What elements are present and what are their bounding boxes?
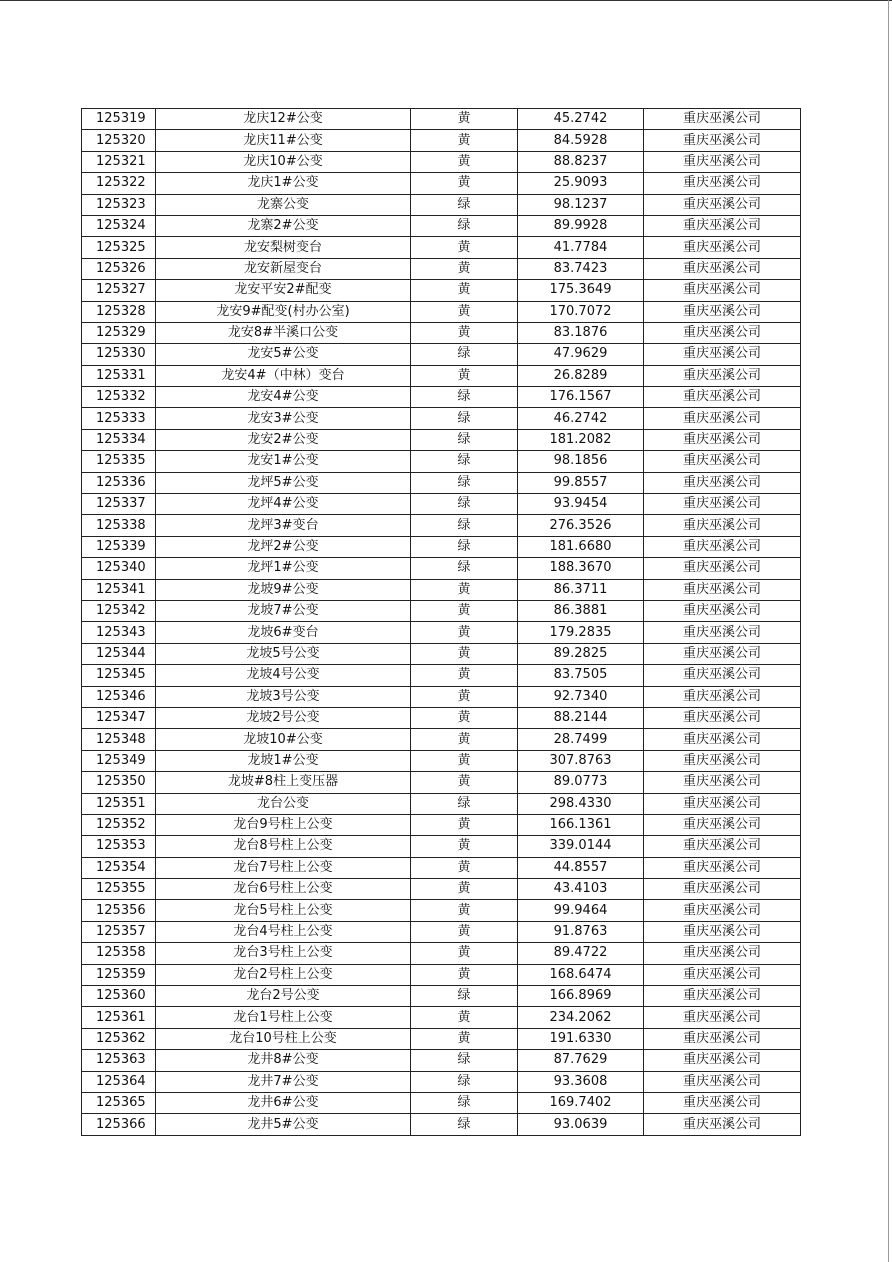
- company-cell: 重庆巫溪公司: [644, 194, 801, 215]
- status-color-cell: 黄: [411, 1007, 518, 1028]
- table-row: [82, 686, 801, 707]
- company-cell: 重庆巫溪公司: [644, 301, 801, 322]
- company-cell: 重庆巫溪公司: [644, 344, 801, 365]
- table-row: [82, 215, 801, 236]
- table-row: [82, 622, 801, 643]
- id-cell: 125360: [82, 986, 156, 1007]
- status-color-cell: 绿: [411, 472, 518, 493]
- company-cell: 重庆巫溪公司: [644, 943, 801, 964]
- id-cell: 125332: [82, 387, 156, 408]
- table-row: [82, 857, 801, 878]
- value-cell: 170.7072: [518, 301, 644, 322]
- status-color-cell: 黄: [411, 814, 518, 835]
- value-cell: 169.7402: [518, 1092, 644, 1113]
- value-cell: 43.4103: [518, 879, 644, 900]
- status-color-cell: 黄: [411, 280, 518, 301]
- id-cell: 125342: [82, 600, 156, 621]
- value-cell: 99.8557: [518, 472, 644, 493]
- table-row: [82, 109, 801, 130]
- transformer-name-cell: 龙安5#公变: [156, 344, 411, 365]
- company-cell: 重庆巫溪公司: [644, 750, 801, 771]
- status-color-cell: 绿: [411, 344, 518, 365]
- transformer-name-cell: 龙坡1#公变: [156, 750, 411, 771]
- status-color-cell: 黄: [411, 879, 518, 900]
- id-cell: 125329: [82, 322, 156, 343]
- id-cell: 125343: [82, 622, 156, 643]
- status-color-cell: 黄: [411, 151, 518, 172]
- transformer-name-cell: 龙井6#公变: [156, 1092, 411, 1113]
- value-cell: 83.7505: [518, 665, 644, 686]
- table-row: [82, 408, 801, 429]
- transformer-name-cell: 龙井8#公变: [156, 1050, 411, 1071]
- id-cell: 125335: [82, 451, 156, 472]
- value-cell: 47.9629: [518, 344, 644, 365]
- company-cell: 重庆巫溪公司: [644, 793, 801, 814]
- transformer-name-cell: 龙安2#公变: [156, 429, 411, 450]
- company-cell: 重庆巫溪公司: [644, 1028, 801, 1049]
- transformer-name-cell: 龙庆11#公变: [156, 130, 411, 151]
- value-cell: 168.6474: [518, 964, 644, 985]
- value-cell: 45.2742: [518, 109, 644, 130]
- id-cell: 125345: [82, 665, 156, 686]
- company-cell: 重庆巫溪公司: [644, 215, 801, 236]
- table-row: [82, 836, 801, 857]
- status-color-cell: 黄: [411, 964, 518, 985]
- table-row: [82, 558, 801, 579]
- status-color-cell: 黄: [411, 921, 518, 942]
- company-cell: 重庆巫溪公司: [644, 729, 801, 750]
- value-cell: 86.3881: [518, 600, 644, 621]
- value-cell: 89.9928: [518, 215, 644, 236]
- table-row: [82, 793, 801, 814]
- transformer-name-cell: 龙寨公变: [156, 194, 411, 215]
- id-cell: 125344: [82, 643, 156, 664]
- status-color-cell: 绿: [411, 1092, 518, 1113]
- value-cell: 88.2144: [518, 707, 644, 728]
- status-color-cell: 黄: [411, 836, 518, 857]
- table-row: [82, 900, 801, 921]
- table-row: [82, 1050, 801, 1071]
- transformer-name-cell: 龙坡6#变台: [156, 622, 411, 643]
- company-cell: 重庆巫溪公司: [644, 1092, 801, 1113]
- id-cell: 125358: [82, 943, 156, 964]
- value-cell: 175.3649: [518, 280, 644, 301]
- company-cell: 重庆巫溪公司: [644, 879, 801, 900]
- value-cell: 91.8763: [518, 921, 644, 942]
- id-cell: 125354: [82, 857, 156, 878]
- table-row: [82, 986, 801, 1007]
- table-row: [82, 750, 801, 771]
- transformer-name-cell: 龙井5#公变: [156, 1114, 411, 1135]
- page-top-border: [0, 0, 892, 1]
- table-row: [82, 151, 801, 172]
- company-cell: 重庆巫溪公司: [644, 665, 801, 686]
- value-cell: 44.8557: [518, 857, 644, 878]
- table-row: [82, 194, 801, 215]
- value-cell: 25.9093: [518, 173, 644, 194]
- status-color-cell: 黄: [411, 579, 518, 600]
- id-cell: 125337: [82, 494, 156, 515]
- table-row: [82, 387, 801, 408]
- transformer-name-cell: 龙坡7#公变: [156, 600, 411, 621]
- id-cell: 125357: [82, 921, 156, 942]
- transformer-name-cell: 龙安4#（中林）变台: [156, 365, 411, 386]
- id-cell: 125339: [82, 536, 156, 557]
- value-cell: 83.7423: [518, 258, 644, 279]
- transformer-name-cell: 龙台公变: [156, 793, 411, 814]
- transformer-name-cell: 龙坪1#公变: [156, 558, 411, 579]
- id-cell: 125324: [82, 215, 156, 236]
- id-cell: 125351: [82, 793, 156, 814]
- value-cell: 88.8237: [518, 151, 644, 172]
- transformer-name-cell: 龙台4号柱上公变: [156, 921, 411, 942]
- transformer-name-cell: 龙台6号柱上公变: [156, 879, 411, 900]
- status-color-cell: 绿: [411, 793, 518, 814]
- id-cell: 125346: [82, 686, 156, 707]
- id-cell: 125348: [82, 729, 156, 750]
- company-cell: 重庆巫溪公司: [644, 494, 801, 515]
- value-cell: 86.3711: [518, 579, 644, 600]
- status-color-cell: 黄: [411, 729, 518, 750]
- transformer-name-cell: 龙坡9#公变: [156, 579, 411, 600]
- id-cell: 125350: [82, 772, 156, 793]
- transformer-name-cell: 龙安9#配变(村办公室): [156, 301, 411, 322]
- company-cell: 重庆巫溪公司: [644, 622, 801, 643]
- value-cell: 46.2742: [518, 408, 644, 429]
- value-cell: 93.9454: [518, 494, 644, 515]
- value-cell: 93.3608: [518, 1071, 644, 1092]
- table-row: [82, 1007, 801, 1028]
- company-cell: 重庆巫溪公司: [644, 365, 801, 386]
- value-cell: 89.0773: [518, 772, 644, 793]
- id-cell: 125341: [82, 579, 156, 600]
- company-cell: 重庆巫溪公司: [644, 237, 801, 258]
- transformer-name-cell: 龙安8#半溪口公变: [156, 322, 411, 343]
- status-color-cell: 绿: [411, 429, 518, 450]
- table-row: [82, 814, 801, 835]
- table-row: [82, 472, 801, 493]
- company-cell: 重庆巫溪公司: [644, 558, 801, 579]
- company-cell: 重庆巫溪公司: [644, 408, 801, 429]
- status-color-cell: 黄: [411, 301, 518, 322]
- company-cell: 重庆巫溪公司: [644, 280, 801, 301]
- company-cell: 重庆巫溪公司: [644, 536, 801, 557]
- transformer-name-cell: 龙坡5号公变: [156, 643, 411, 664]
- company-cell: 重庆巫溪公司: [644, 151, 801, 172]
- transformer-name-cell: 龙坡#8柱上变压器: [156, 772, 411, 793]
- id-cell: 125321: [82, 151, 156, 172]
- transformer-name-cell: 龙坡4号公变: [156, 665, 411, 686]
- transformer-name-cell: 龙坪2#公变: [156, 536, 411, 557]
- transformer-name-cell: 龙庆10#公变: [156, 151, 411, 172]
- status-color-cell: 黄: [411, 322, 518, 343]
- table-row: [82, 301, 801, 322]
- company-cell: 重庆巫溪公司: [644, 472, 801, 493]
- status-color-cell: 绿: [411, 494, 518, 515]
- id-cell: 125362: [82, 1028, 156, 1049]
- table-row: [82, 494, 801, 515]
- status-color-cell: 黄: [411, 750, 518, 771]
- status-color-cell: 绿: [411, 1071, 518, 1092]
- transformer-name-cell: 龙井7#公变: [156, 1071, 411, 1092]
- status-color-cell: 绿: [411, 451, 518, 472]
- company-cell: 重庆巫溪公司: [644, 921, 801, 942]
- company-cell: 重庆巫溪公司: [644, 130, 801, 151]
- table-row: [82, 536, 801, 557]
- id-cell: 125330: [82, 344, 156, 365]
- id-cell: 125356: [82, 900, 156, 921]
- status-color-cell: 黄: [411, 1028, 518, 1049]
- id-cell: 125361: [82, 1007, 156, 1028]
- company-cell: 重庆巫溪公司: [644, 857, 801, 878]
- status-color-cell: 黄: [411, 258, 518, 279]
- status-color-cell: 绿: [411, 408, 518, 429]
- table-row: [82, 579, 801, 600]
- value-cell: 92.7340: [518, 686, 644, 707]
- value-cell: 298.4330: [518, 793, 644, 814]
- id-cell: 125320: [82, 130, 156, 151]
- table-row: [82, 1071, 801, 1092]
- table-row: [82, 1092, 801, 1113]
- company-cell: 重庆巫溪公司: [644, 686, 801, 707]
- status-color-cell: 黄: [411, 643, 518, 664]
- value-cell: 166.8969: [518, 986, 644, 1007]
- table-row: [82, 322, 801, 343]
- id-cell: 125353: [82, 836, 156, 857]
- status-color-cell: 绿: [411, 536, 518, 557]
- status-color-cell: 黄: [411, 109, 518, 130]
- value-cell: 89.4722: [518, 943, 644, 964]
- value-cell: 276.3526: [518, 515, 644, 536]
- id-cell: 125322: [82, 173, 156, 194]
- company-cell: 重庆巫溪公司: [644, 258, 801, 279]
- transformer-name-cell: 龙台7号柱上公变: [156, 857, 411, 878]
- value-cell: 188.3670: [518, 558, 644, 579]
- table-row: [82, 451, 801, 472]
- id-cell: 125347: [82, 707, 156, 728]
- id-cell: 125334: [82, 429, 156, 450]
- transformer-name-cell: 龙坡2号公变: [156, 707, 411, 728]
- transformer-name-cell: 龙安梨树变台: [156, 237, 411, 258]
- status-color-cell: 绿: [411, 387, 518, 408]
- value-cell: 87.7629: [518, 1050, 644, 1071]
- id-cell: 125364: [82, 1071, 156, 1092]
- transformer-name-cell: 龙庆1#公变: [156, 173, 411, 194]
- company-cell: 重庆巫溪公司: [644, 515, 801, 536]
- table-row: [82, 237, 801, 258]
- company-cell: 重庆巫溪公司: [644, 579, 801, 600]
- transformer-name-cell: 龙台3号柱上公变: [156, 943, 411, 964]
- company-cell: 重庆巫溪公司: [644, 1071, 801, 1092]
- value-cell: 234.2062: [518, 1007, 644, 1028]
- transformer-name-cell: 龙坪4#公变: [156, 494, 411, 515]
- company-cell: 重庆巫溪公司: [644, 600, 801, 621]
- transformer-name-cell: 龙坪3#变台: [156, 515, 411, 536]
- table-row: [82, 643, 801, 664]
- status-color-cell: 绿: [411, 215, 518, 236]
- value-cell: 99.9464: [518, 900, 644, 921]
- value-cell: 181.2082: [518, 429, 644, 450]
- id-cell: 125327: [82, 280, 156, 301]
- transformer-name-cell: 龙坡10#公变: [156, 729, 411, 750]
- transformer-name-cell: 龙台1号柱上公变: [156, 1007, 411, 1028]
- transformer-name-cell: 龙安新屋变台: [156, 258, 411, 279]
- value-cell: 191.6330: [518, 1028, 644, 1049]
- company-cell: 重庆巫溪公司: [644, 643, 801, 664]
- status-color-cell: 黄: [411, 665, 518, 686]
- table-row: [82, 665, 801, 686]
- transformer-table: [81, 108, 801, 1136]
- table-row: [82, 173, 801, 194]
- value-cell: 181.6680: [518, 536, 644, 557]
- id-cell: 125366: [82, 1114, 156, 1135]
- value-cell: 41.7784: [518, 237, 644, 258]
- page-right-border: [888, 0, 889, 1262]
- table-row: [82, 515, 801, 536]
- company-cell: 重庆巫溪公司: [644, 109, 801, 130]
- status-color-cell: 绿: [411, 558, 518, 579]
- transformer-name-cell: 龙台5号柱上公变: [156, 900, 411, 921]
- value-cell: 84.5928: [518, 130, 644, 151]
- id-cell: 125325: [82, 237, 156, 258]
- table-row: [82, 879, 801, 900]
- company-cell: 重庆巫溪公司: [644, 429, 801, 450]
- value-cell: 93.0639: [518, 1114, 644, 1135]
- company-cell: 重庆巫溪公司: [644, 814, 801, 835]
- transformer-name-cell: 龙台10号柱上公变: [156, 1028, 411, 1049]
- company-cell: 重庆巫溪公司: [644, 1007, 801, 1028]
- value-cell: 179.2835: [518, 622, 644, 643]
- table-row: [82, 600, 801, 621]
- value-cell: 26.8289: [518, 365, 644, 386]
- value-cell: 89.2825: [518, 643, 644, 664]
- table-row: [82, 921, 801, 942]
- id-cell: 125340: [82, 558, 156, 579]
- value-cell: 176.1567: [518, 387, 644, 408]
- table-row: [82, 365, 801, 386]
- status-color-cell: 黄: [411, 900, 518, 921]
- transformer-name-cell: 龙安1#公变: [156, 451, 411, 472]
- table-body: [82, 109, 801, 1136]
- status-color-cell: 黄: [411, 686, 518, 707]
- id-cell: 125365: [82, 1092, 156, 1113]
- status-color-cell: 绿: [411, 1050, 518, 1071]
- transformer-name-cell: 龙庆12#公变: [156, 109, 411, 130]
- id-cell: 125319: [82, 109, 156, 130]
- table-row: [82, 729, 801, 750]
- company-cell: 重庆巫溪公司: [644, 1050, 801, 1071]
- table-row: [82, 964, 801, 985]
- status-color-cell: 绿: [411, 194, 518, 215]
- status-color-cell: 绿: [411, 986, 518, 1007]
- transformer-name-cell: 龙安平安2#配变: [156, 280, 411, 301]
- status-color-cell: 黄: [411, 600, 518, 621]
- status-color-cell: 绿: [411, 1114, 518, 1135]
- status-color-cell: 黄: [411, 857, 518, 878]
- table-row: [82, 258, 801, 279]
- value-cell: 28.7499: [518, 729, 644, 750]
- table-row: [82, 1114, 801, 1135]
- company-cell: 重庆巫溪公司: [644, 173, 801, 194]
- status-color-cell: 黄: [411, 772, 518, 793]
- company-cell: 重庆巫溪公司: [644, 451, 801, 472]
- value-cell: 98.1856: [518, 451, 644, 472]
- company-cell: 重庆巫溪公司: [644, 900, 801, 921]
- company-cell: 重庆巫溪公司: [644, 707, 801, 728]
- id-cell: 125326: [82, 258, 156, 279]
- id-cell: 125323: [82, 194, 156, 215]
- table-row: [82, 772, 801, 793]
- transformer-name-cell: 龙台9号柱上公变: [156, 814, 411, 835]
- transformer-name-cell: 龙坡3号公变: [156, 686, 411, 707]
- id-cell: 125355: [82, 879, 156, 900]
- table-row: [82, 344, 801, 365]
- company-cell: 重庆巫溪公司: [644, 772, 801, 793]
- table-row: [82, 280, 801, 301]
- table-row: [82, 943, 801, 964]
- id-cell: 125333: [82, 408, 156, 429]
- status-color-cell: 绿: [411, 515, 518, 536]
- company-cell: 重庆巫溪公司: [644, 1114, 801, 1135]
- id-cell: 125363: [82, 1050, 156, 1071]
- table-row: [82, 707, 801, 728]
- transformer-name-cell: 龙台2号柱上公变: [156, 964, 411, 985]
- id-cell: 125349: [82, 750, 156, 771]
- transformer-name-cell: 龙坪5#公变: [156, 472, 411, 493]
- value-cell: 166.1361: [518, 814, 644, 835]
- company-cell: 重庆巫溪公司: [644, 322, 801, 343]
- id-cell: 125338: [82, 515, 156, 536]
- status-color-cell: 黄: [411, 173, 518, 194]
- value-cell: 83.1876: [518, 322, 644, 343]
- table-row: [82, 130, 801, 151]
- value-cell: 307.8763: [518, 750, 644, 771]
- transformer-name-cell: 龙台8号柱上公变: [156, 836, 411, 857]
- transformer-name-cell: 龙寨2#公变: [156, 215, 411, 236]
- transformer-name-cell: 龙安3#公变: [156, 408, 411, 429]
- id-cell: 125336: [82, 472, 156, 493]
- status-color-cell: 黄: [411, 365, 518, 386]
- id-cell: 125352: [82, 814, 156, 835]
- transformer-name-cell: 龙台2号公变: [156, 986, 411, 1007]
- company-cell: 重庆巫溪公司: [644, 387, 801, 408]
- status-color-cell: 黄: [411, 943, 518, 964]
- status-color-cell: 黄: [411, 622, 518, 643]
- company-cell: 重庆巫溪公司: [644, 964, 801, 985]
- status-color-cell: 黄: [411, 237, 518, 258]
- status-color-cell: 黄: [411, 130, 518, 151]
- company-cell: 重庆巫溪公司: [644, 986, 801, 1007]
- value-cell: 339.0144: [518, 836, 644, 857]
- id-cell: 125328: [82, 301, 156, 322]
- id-cell: 125359: [82, 964, 156, 985]
- table-row: [82, 429, 801, 450]
- status-color-cell: 黄: [411, 707, 518, 728]
- transformer-name-cell: 龙安4#公变: [156, 387, 411, 408]
- value-cell: 98.1237: [518, 194, 644, 215]
- company-cell: 重庆巫溪公司: [644, 836, 801, 857]
- table-row: [82, 1028, 801, 1049]
- id-cell: 125331: [82, 365, 156, 386]
